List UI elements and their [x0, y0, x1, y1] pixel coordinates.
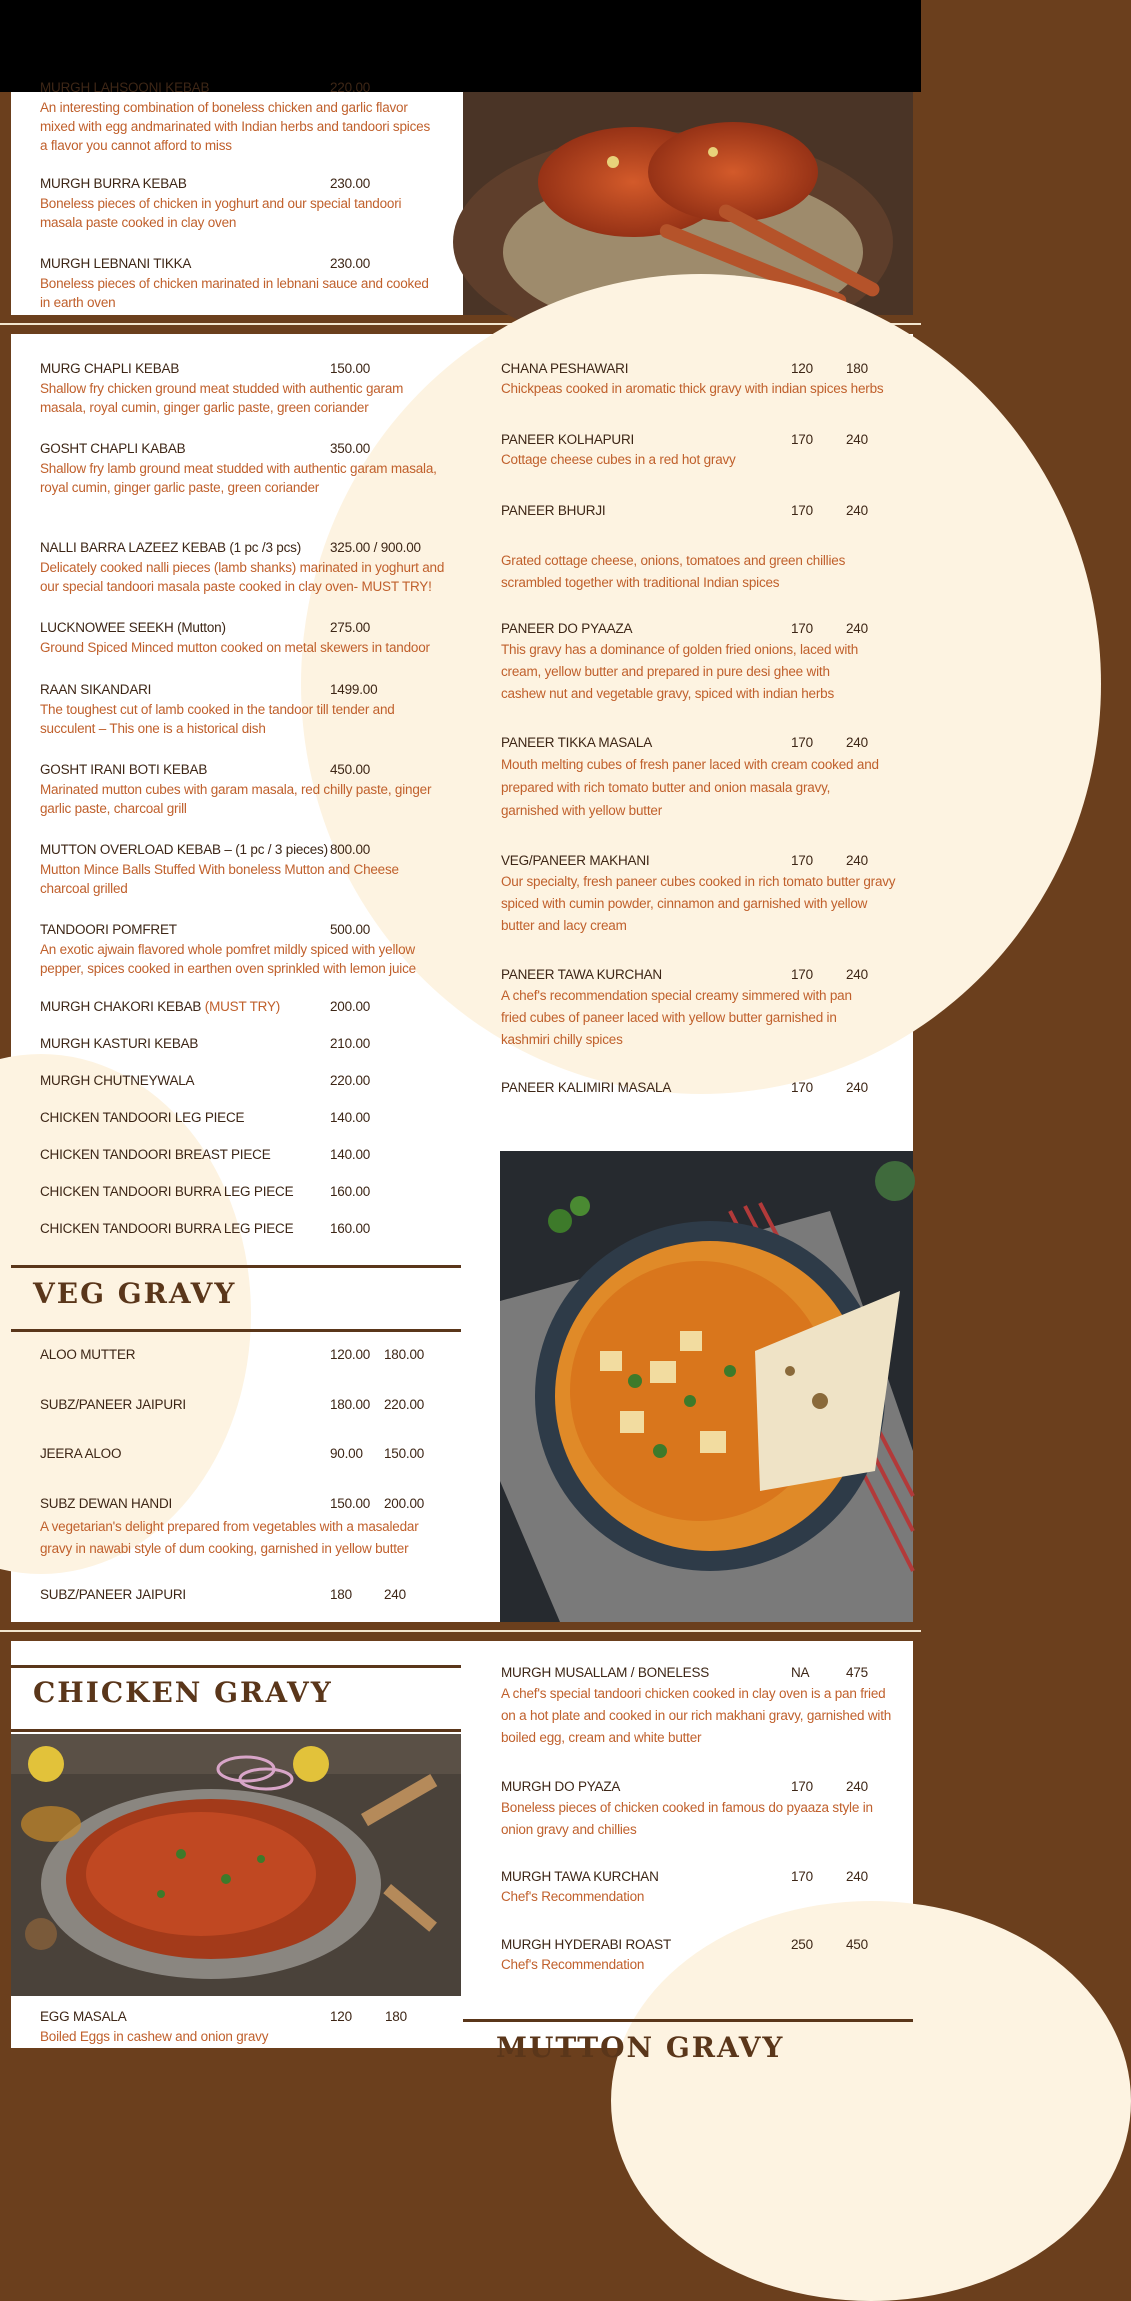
item-price-half: 120: [330, 2009, 352, 2024]
item-description: Boneless pieces of chicken marinated in lebnani sauce and cooked in earth oven: [40, 276, 429, 310]
item-price-full: 180.00: [384, 1347, 425, 1362]
item-name: CHICKEN TANDOORI BURRA LEG PIECE: [40, 1221, 294, 1236]
item-name: SUBZ/PANEER JAIPURI: [40, 1587, 186, 1602]
item-name: MURGH BURRA KEBAB: [40, 176, 187, 191]
item-name: MURGH HYDERABI ROAST: [501, 1937, 672, 1952]
item-price: 160.00: [330, 1184, 371, 1199]
item-description: Our specialty, fresh paneer cubes cooked in rich tomato butter gravy spiced with cumin powder, cinnamon and garnished with yellow butter and lacy cream: [501, 874, 896, 933]
item-price-half: 120: [791, 361, 813, 376]
item-name: MURGH LAHSOONI KEBAB: [40, 80, 210, 95]
item-price-full: 240: [846, 432, 868, 447]
item-description: This gravy has a dominance of golden fried onions, laced with cream, yellow butter and prepared in pure desi ghee with cashew nut and vegetable gravy, spiced with indian herbs: [501, 642, 859, 701]
item-description: Shallow fry chicken ground meat studded with authentic garam masala, royal cumin, ginger garlic paste, green coriander: [40, 381, 404, 415]
item-description: Boiled Eggs in cashew and onion gravy: [40, 2029, 269, 2044]
item-description: Mouth melting cubes of fresh paner laced with cream cooked and prepared with rich tomato butter and onion masala gravy, garnished with yellow butter: [501, 757, 879, 818]
item-price-full: 240: [384, 1587, 406, 1602]
menu-panel-main: [11, 334, 913, 1622]
item-name: LUCKNOWEE SEEKH (Mutton): [40, 620, 226, 635]
item-name: PANEER KALIMIRI MASALA: [501, 1080, 672, 1095]
item-price-full: 240: [846, 1869, 868, 1884]
item-description: Chef's Recommendation: [501, 1889, 645, 1904]
item-description: A chef's special tandoori chicken cooked in clay oven is a pan fried on a hot plate and cooked in our rich makhani gravy, garnished with boiled egg, cream and white butter: [501, 1686, 892, 1745]
item-price-full: 240: [846, 967, 868, 982]
item-price: 140.00: [330, 1147, 371, 1162]
item-name: MURGH LEBNANI TIKKA: [40, 256, 192, 271]
item-name: EGG MASALA: [40, 2009, 127, 2024]
item-description: Boneless pieces of chicken cooked in famous do pyaaza style in onion gravy and chillies: [501, 1800, 873, 1837]
item-price-full: 180: [385, 2009, 407, 2024]
item-price: 150.00: [330, 361, 371, 376]
item-name: [40, 999, 280, 1014]
item-description: A chef's recommendation special creamy simmered with pan fried cubes of paneer laced with yellow butter garnished in kashmiri chilly spices: [501, 988, 852, 1047]
item-name: VEG/PANEER MAKHANI: [501, 853, 650, 868]
item-description: Cottage cheese cubes in a red hot gravy: [501, 452, 736, 467]
top-black-bar: [0, 0, 921, 92]
item-name: TANDOORI POMFRET: [40, 922, 177, 937]
chicken-gravy-title: CHICKEN GRAVY: [33, 1676, 333, 1709]
item-price: 500.00: [330, 922, 371, 937]
item-description: The toughest cut of lamb cooked in the tandoor till tender and succulent – This one is a historical dish: [40, 702, 395, 736]
item-name: MURGH TAWA KURCHAN: [501, 1869, 659, 1884]
mutton-gravy-title: MUTTON GRAVY: [496, 2031, 785, 2064]
item-name: GOSHT CHAPLI KABAB: [40, 441, 186, 456]
item-price: 350.00: [330, 441, 371, 456]
item-name-text: MURGH CHAKORI KEBAB: [40, 999, 202, 1014]
section-rule: [11, 1329, 461, 1332]
item-name: CHICKEN TANDOORI LEG PIECE: [40, 1110, 245, 1125]
item-price-half: 170: [791, 735, 813, 750]
item-description: An exotic ajwain flavored whole pomfret mildly spiced with yellow pepper, spices cooked in earthen oven sprinkled with lemon juice: [40, 942, 416, 976]
item-price-half: NA: [791, 1665, 810, 1680]
item-description: Chickpeas cooked in aromatic thick gravy with indian spices herbs: [501, 381, 884, 396]
item-name: CHICKEN TANDOORI BURRA LEG PIECE: [40, 1184, 294, 1199]
item-price: 140.00: [330, 1110, 371, 1125]
item-price-full: 240: [846, 853, 868, 868]
item-price-half: 170: [791, 1779, 813, 1794]
item-name: MUTTON OVERLOAD KEBAB – (1 pc / 3 pieces): [40, 842, 328, 857]
item-price: 160.00: [330, 1221, 371, 1236]
veg-gravy-title: VEG GRAVY: [33, 1277, 237, 1310]
item-price: 800.00: [330, 842, 371, 857]
item-price-full: 150.00: [384, 1446, 425, 1461]
item-price-full: 475: [846, 1665, 868, 1680]
item-price: 230.00: [330, 176, 371, 191]
item-price-half: 120.00: [330, 1347, 371, 1362]
item-name: MURGH KASTURI KEBAB: [40, 1036, 199, 1051]
section-rule: [463, 2019, 913, 2022]
item-description: Shallow fry lamb ground meat studded with authentic garam masala, royal cumin, ginger garlic paste, green coriander: [40, 461, 437, 495]
item-name: MURG CHAPLI KEBAB: [40, 361, 180, 376]
divider: [0, 1630, 921, 1632]
item-price-half: 180.00: [330, 1397, 371, 1412]
item-name: PANEER TIKKA MASALA: [501, 735, 653, 750]
item-name: MURGH CHUTNEYWALA: [40, 1073, 195, 1088]
item-name: PANEER TAWA KURCHAN: [501, 967, 662, 982]
item-description: Ground Spiced Minced mutton cooked on metal skewers in tandoor: [40, 640, 430, 655]
section-rule: [11, 1665, 461, 1668]
item-price-half: 170: [791, 853, 813, 868]
item-price-full: 450: [846, 1937, 868, 1952]
item-price-half: 150.00: [330, 1496, 371, 1511]
item-price-half: 170: [791, 1869, 813, 1884]
item-name: NALLI BARRA LAZEEZ KEBAB (1 pc /3 pcs): [40, 540, 302, 555]
item-price: 450.00: [330, 762, 371, 777]
paneer-photo: [500, 1151, 913, 1622]
item-description: A vegetarian's delight prepared from vegetables with a masaledar gravy in nawabi style of dum cooking, garnished in yellow butter: [40, 1519, 419, 1556]
item-price-full: 240: [846, 1779, 868, 1794]
item-name: PANEER DO PYAAZA: [501, 621, 633, 636]
item-price-full: 240: [846, 621, 868, 636]
section-rule: [11, 1729, 461, 1732]
item-name: ALOO MUTTER: [40, 1347, 136, 1362]
item-description: Boneless pieces of chicken in yoghurt and our special tandoori masala paste cooked in clay oven: [40, 196, 402, 230]
item-price-full: 240: [846, 1080, 868, 1095]
item-price-full: 240: [846, 735, 868, 750]
item-name: GOSHT IRANI BOTI KEBAB: [40, 762, 208, 777]
menu-panel-chicken-gravy: [11, 1641, 913, 2064]
item-name: RAAN SIKANDARI: [40, 682, 152, 697]
item-price-full: 220.00: [384, 1397, 425, 1412]
item-description: Delicately cooked nalli pieces (lamb shanks) marinated in yoghurt and our special tandoori masala paste cooked in clay oven- MUST TRY!: [40, 560, 445, 594]
chicken-gravy-illustration: [11, 1734, 461, 1996]
item-name: MURGH DO PYAZA: [501, 1779, 621, 1794]
item-name: PANEER BHURJI: [501, 503, 606, 518]
item-price-full: 240: [846, 503, 868, 518]
item-price: 220.00: [330, 80, 371, 95]
item-price: 1499.00: [330, 682, 378, 697]
paneer-butter-masala-illustration: [500, 1151, 913, 1622]
item-name: SUBZ/PANEER JAIPURI: [40, 1397, 186, 1412]
item-description: Marinated mutton cubes with garam masala, red chilly paste, ginger garlic paste, charcoal grill: [40, 782, 432, 816]
chicken-gravy-photo: [11, 1734, 461, 1996]
item-price: 220.00: [330, 1073, 371, 1088]
item-price: 210.00: [330, 1036, 371, 1051]
item-price-half: 180: [330, 1587, 352, 1602]
item-price-half: 250: [791, 1937, 813, 1952]
item-price-half: 170: [791, 432, 813, 447]
item-name: CHICKEN TANDOORI BREAST PIECE: [40, 1147, 271, 1162]
item-price: 200.00: [330, 999, 371, 1014]
item-price-half: 170: [791, 967, 813, 982]
item-name: SUBZ DEWAN HANDI: [40, 1496, 173, 1511]
item-name: CHANA PESHAWARI: [501, 361, 629, 376]
item-description: Chef's Recommendation: [501, 1957, 645, 1972]
item-price-full: 200.00: [384, 1496, 425, 1511]
section-rule: [11, 1265, 461, 1268]
item-price-full: 180: [846, 361, 868, 376]
item-description: An interesting combination of boneless chicken and garlic flavor mixed with egg andmarinated with Indian herbs and tandoori spices a flavor you cannot afford to miss: [40, 100, 430, 153]
must-try-label: (MUST TRY): [204, 999, 281, 1014]
item-price: 230.00: [330, 256, 371, 271]
item-price: 325.00 / 900.00: [330, 540, 421, 555]
item-price: 275.00: [330, 620, 371, 635]
item-price-half: 90.00: [330, 1446, 363, 1461]
item-price-half: 170: [791, 1080, 813, 1095]
item-name: PANEER KOLHAPURI: [501, 432, 635, 447]
item-price-half: 170: [791, 503, 813, 518]
item-description: Mutton Mince Balls Stuffed With boneless Mutton and Cheese charcoal grilled: [40, 862, 399, 896]
item-description: Grated cottage cheese, onions, tomatoes and green chillies scrambled together with traditional Indian spices: [501, 553, 846, 590]
item-name: JEERA ALOO: [40, 1446, 122, 1461]
item-name: MURGH MUSALLAM / BONELESS: [501, 1665, 710, 1680]
item-price-half: 170: [791, 621, 813, 636]
